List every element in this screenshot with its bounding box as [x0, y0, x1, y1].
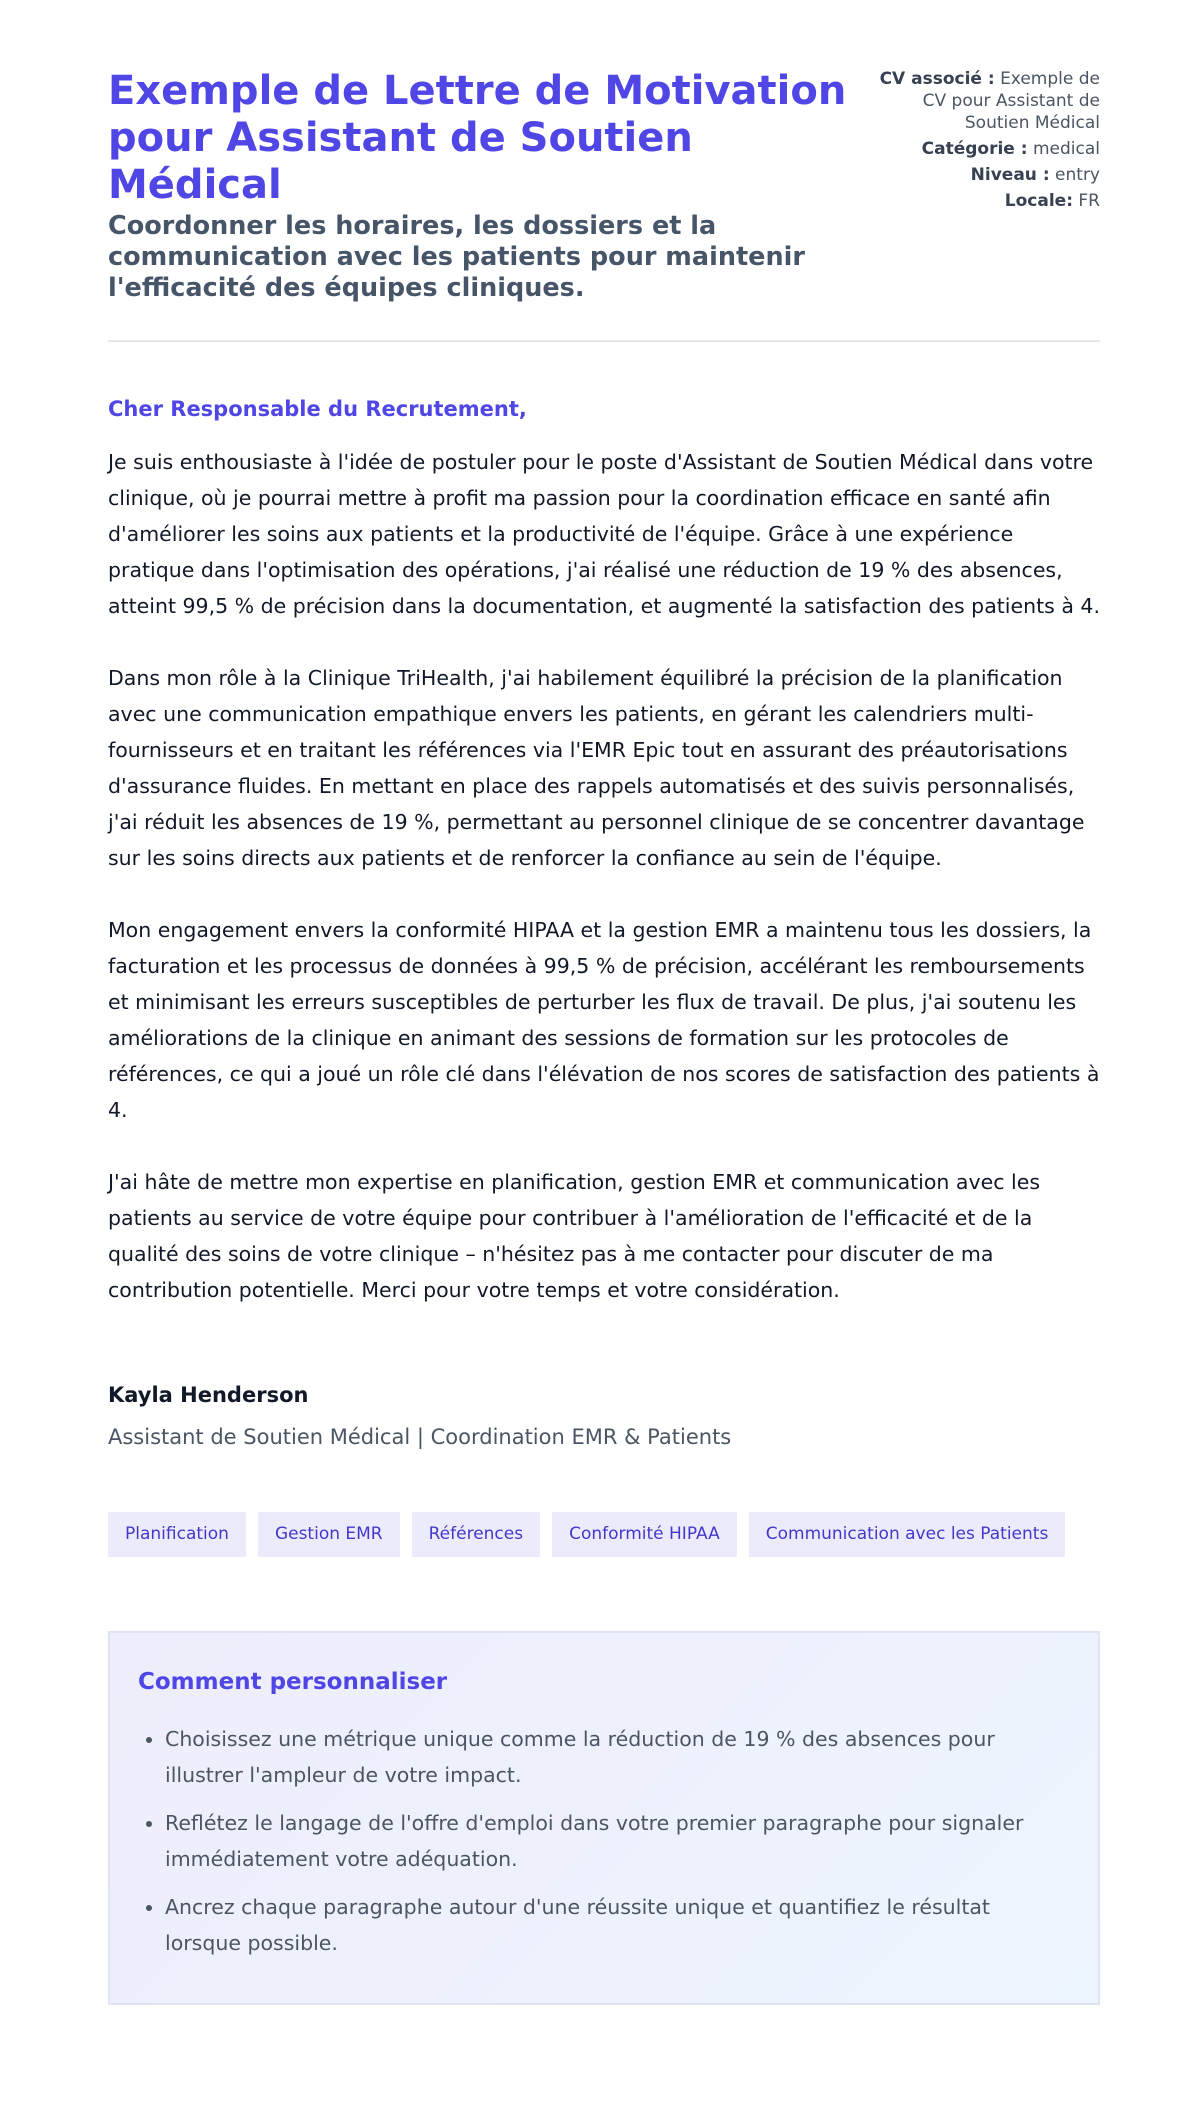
tag: Communication avec les Patients: [749, 1512, 1066, 1557]
signature-name: Kayla Henderson: [108, 1383, 309, 1407]
header: [108, 68, 1100, 304]
customization-tips: [108, 1631, 1100, 2005]
cover-letter-page: [108, 68, 1100, 2005]
signature-role: Assistant de Soutien Médical | Coordination EMR & Patients: [108, 1425, 732, 1449]
paragraph: Dans mon rôle à la Clinique TriHealth, j'ai habilement équilibré la précision de la planification avec une communication empathique envers les patients, en gérant les calendriers multi-fournisseurs et en traitant les références via l'EMR Epic tout en assurant des préautorisations d'assurance fluides. En mettant en place des rappels automatisés et des suivis personnalisés, j'ai réduit les absences de 19 %, permettant au personnel clinique de se concentrer davantage sur les soins directs aux patients et de renforcer la confiance au sein de l'équipe.: [108, 666, 1085, 870]
tip-item: • Ancrez chaque paragraphe autour d'une réussite unique et quantifiez le résultat lorsque possible.: [165, 1889, 1070, 1961]
skill-tags: [108, 1512, 1100, 1557]
greeting: Cher Responsable du Recrutement,: [108, 397, 527, 421]
tag: Planification: [108, 1512, 246, 1557]
letter-body: [108, 444, 1100, 1308]
paragraph: J'ai hâte de mettre mon expertise en planification, gestion EMR et communication avec les patients au service de votre équipe pour contribuer à l'amélioration de l'efficacité et de la qualité des soins de votre clinique – n'hésitez pas à me contacter pour discuter de ma contribution potentielle. Merci pour votre temps et votre considération.: [108, 1170, 1040, 1302]
page-title: Exemple de Lettre de Motivation pour Assistant de Soutien Médical: [108, 68, 847, 208]
tips-title: Comment personnaliser: [138, 1669, 448, 1695]
tag: Conformité HIPAA: [552, 1512, 737, 1557]
meta-info: [870, 68, 1100, 216]
divider: [108, 340, 1100, 342]
cv-link[interactable]: Exemple de CV pour Assistant de Soutien Médical: [922, 69, 1100, 133]
tag: Gestion EMR: [258, 1512, 400, 1557]
meta-locale: Locale: FR: [1004, 191, 1100, 211]
tip-item: • Choisissez une métrique unique comme la réduction de 19 % des absences pour illustrer l'ampleur de votre impact.: [165, 1721, 1070, 1793]
meta-level: Niveau : entry: [970, 165, 1100, 185]
paragraph: Mon engagement envers la conformité HIPAA et la gestion EMR a maintenu tous les dossiers, la facturation et les processus de données à 99,5 % de précision, accélérant les remboursements et minimisant les erreurs susceptibles de perturber les flux de travail. De plus, j'ai soutenu les améliorations de la clinique en animant des sessions de formation sur les protocoles de références, ce qui a joué un rôle clé dans l'élévation de nos scores de satisfaction des patients à 4.: [108, 918, 1100, 1122]
tip-item: • Reflétez le langage de l'offre d'emploi dans votre premier paragraphe pour signaler immédiatement votre adéquation.: [165, 1805, 1070, 1877]
paragraph: Je suis enthousiaste à l'idée de postuler pour le poste d'Assistant de Soutien Médical dans votre clinique, où je pourrai mettre à profit ma passion pour la coordination efficace en santé afin d'améliorer les soins aux patients et la productivité de l'équipe. Grâce à une expérience pratique dans l'optimisation des opérations, j'ai réalisé une réduction de 19 % des absences, atteint 99,5 % de précision dans la documentation, et augmenté la satisfaction des patients à 4.: [108, 450, 1100, 618]
page-subtitle: Coordonner les horaires, les dossiers et la communication avec les patients pour maintenir l'efficacité des équipes cliniques.: [108, 211, 805, 303]
tag: Références: [412, 1512, 540, 1557]
meta-cv: CV associé : Exemple de CV pour Assistant de Soutien Médical: [879, 69, 1100, 133]
meta-category: Catégorie : medical: [921, 139, 1100, 159]
